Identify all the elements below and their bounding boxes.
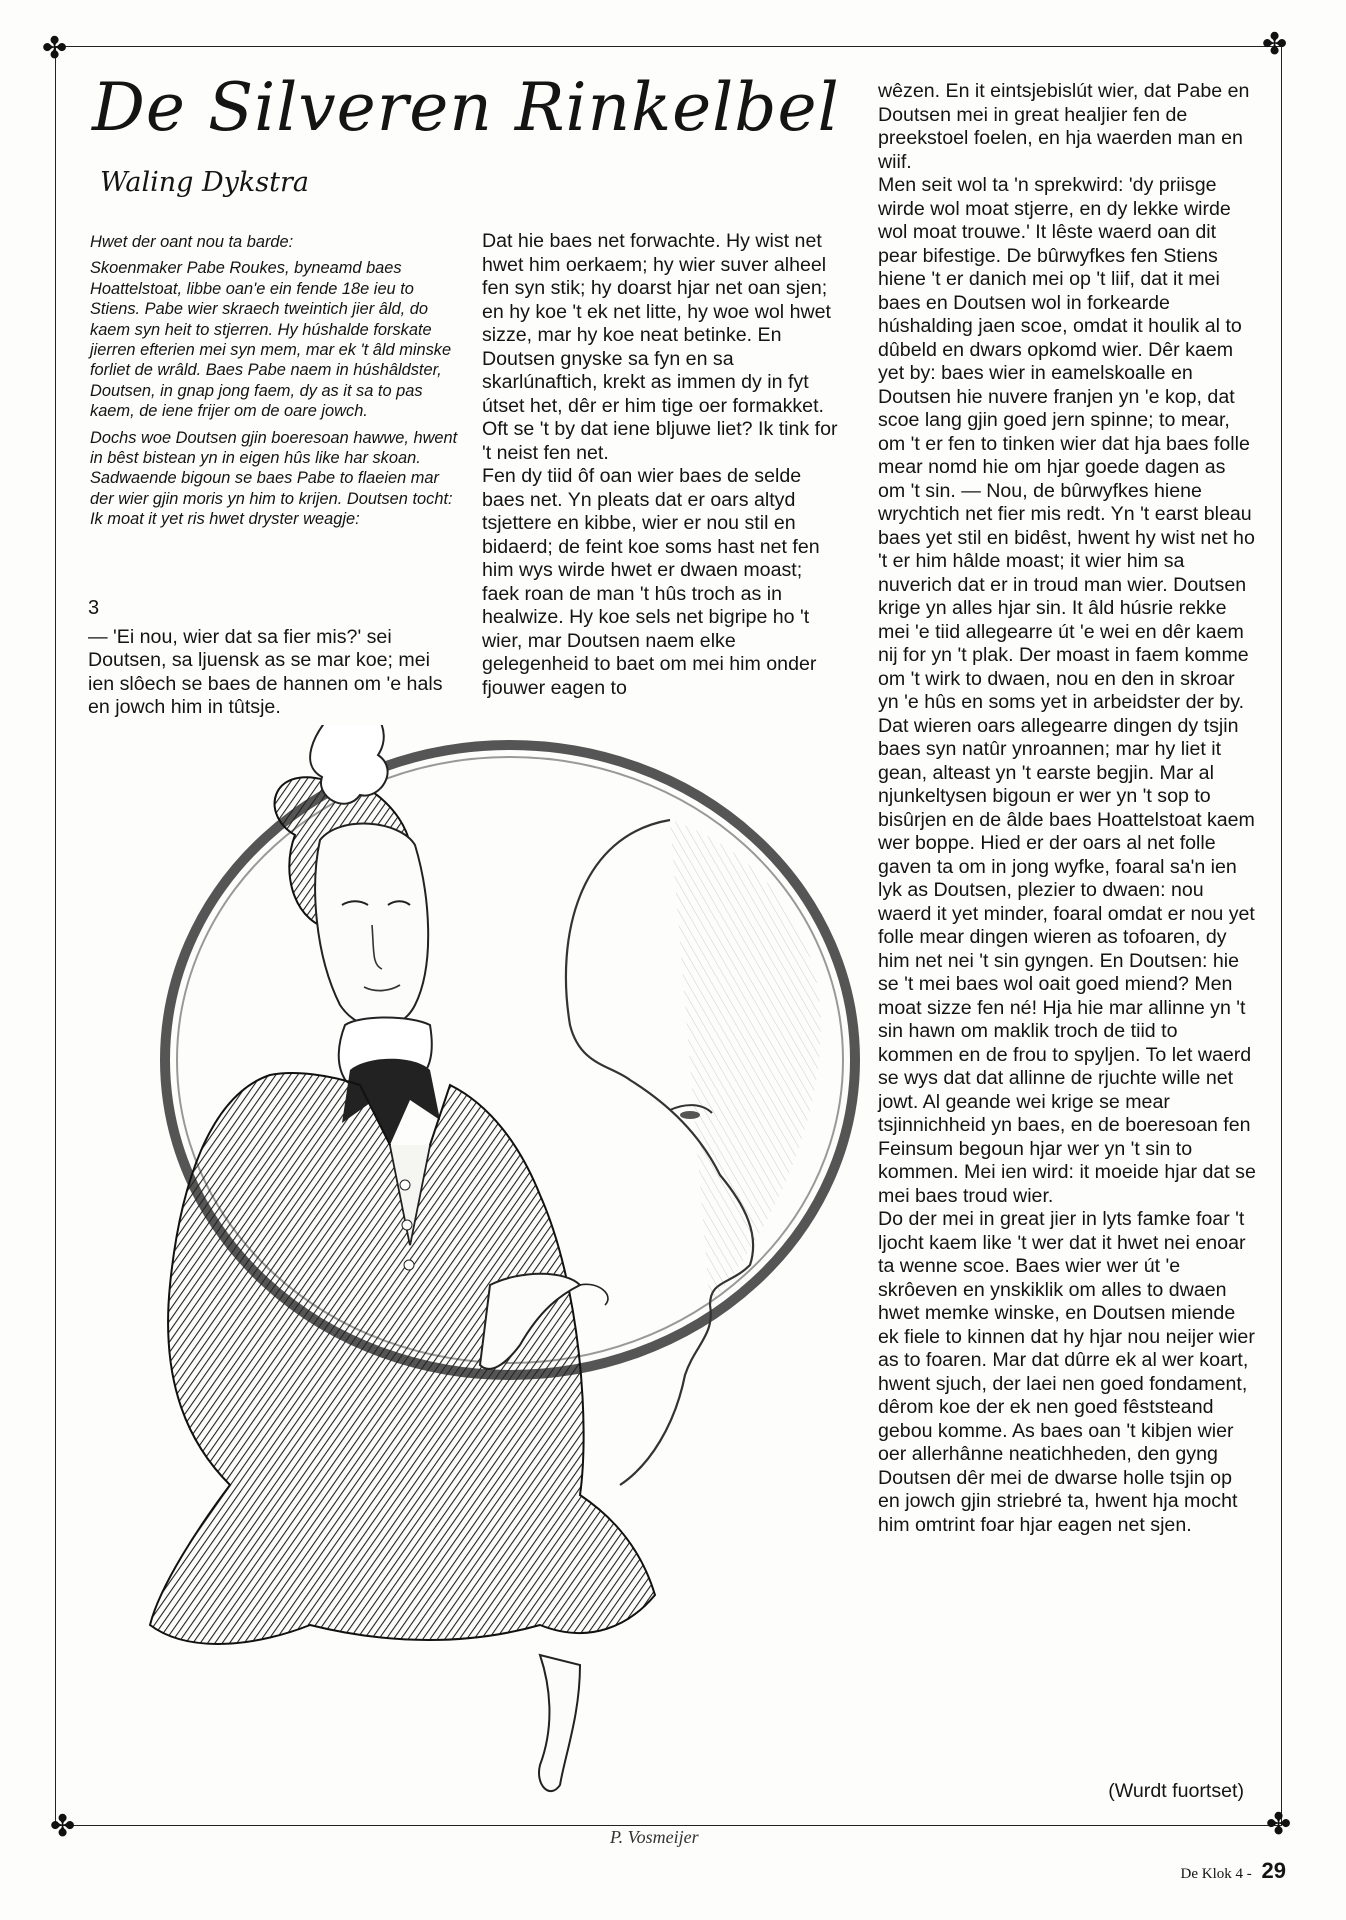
continued-note: (Wurdt fuortset) — [1108, 1780, 1244, 1802]
chapter-number: 3 — [88, 597, 100, 619]
page-footer — [1181, 1858, 1286, 1884]
body-paragraph: Dat hie baes net forwachte. Hy wist net hwet him oerkaem; hy wier suver alheel fen syn stik; hy doarst hjar net oan sjen; en hy koe 't ek net litte, hy woe wol hwet sizze, mar hy koe neat betinke. En Doutsen gnyske sa fyn en sa skarlúnaftich, krekt as immen dy in fyt útset het, dêr er him tige oer formakket. Oft se 't by dat iene bljuwe liet? Ik tink for 't neist fen net. — [482, 230, 838, 464]
recap-heading: Hwet der oant nou ta barde: — [90, 233, 294, 251]
corner-ornament-top-left: ✤ — [42, 31, 68, 66]
text-column-middle — [482, 230, 844, 700]
artist-signature: P. Vosmeijer — [610, 1827, 699, 1847]
text-column-left — [88, 597, 453, 720]
recap-paragraph: Dochs woe Doutsen gjin boeresoan hawwe, hwent in bêst bistean yn in eigen hûs like har skoan. Sadwaende bigoun se baes Pabe to flaeien mar der wier gjin moris yn him to krijen. Doutsen tocht: Ik moat it yet ris hwet dryster weagje: — [90, 428, 458, 529]
body-paragraph: Fen dy tiid ôf oan wier baes de selde baes net. Yn pleats dat er oars altyd tsjettere en kibbe, wier er nou stil en bidaerd; de feint koe soms hast net fen him wys wirde hwet er dwaen moast; faek roan de man 't hûs troch as in healwize. Hy koe sels net bigripe ho 't wier, mar Doutsen naem elke gelegenheid to baet om mei him onder fjouwer eagen to — [482, 465, 820, 699]
body-paragraph: wêzen. En it eintsjebislút wier, dat Pabe en Doutsen mei in great healjier fen de preekstoel foelen, en hja waerden man en wiif. — [878, 80, 1250, 173]
body-paragraph: — 'Ei nou, wier dat sa fier mis?' sei Doutsen, sa ljuensk as se mar koe; mei ien slôech se baes de hannen om 'e hals en jowch him in tûtsje. — [88, 625, 443, 718]
article-title: De Silveren Rinkelbel — [92, 69, 840, 146]
corner-ornament-bottom-right: ✤ — [1266, 1807, 1292, 1842]
magazine-name: De Klok 4 — [1180, 1866, 1244, 1882]
body-paragraph: Do der mei in great jier in lyts famke foar 't ljocht kaem like 't wer dat it hwet nei enoar ta wenne scoe. Baes wier wer út 'e skrôeven en ynskiklik om alles to dwaen hwet memke winske, en Doutsen miende ek fiele to kinnen dat hy hjar nou neijer wier as to foaren. Mar dat dûrre ek al wer koart, hwent sjuch, der laei nen goed fondament, dêrom koe der ek nen goed fêststeand gebou komme. As baes oan 't kibjen wier oer allerhânne neatichheden, den gyng Doutsen dêr mei de dwarse holle tsjin op en jowch gjin striebré ta, hwent hja mocht him omtrint foar hjar eagen net sjen. — [878, 1208, 1255, 1536]
old-man-face-profile — [566, 820, 821, 1485]
text-column-right — [878, 80, 1258, 1537]
body-paragraph: Men seit wol ta 'n sprekwird: 'dy priisge wirde wol moat stjerre, en dy lekke wirde wol moat trouwe.' It lêste waerd oan dit pear bifestige. De bûrwyfkes fen Stiens hiene 't er danich mei op 't liif, dat it mei baes en Doutsen wol in forkearde húshalding jaen scoe, omdat it houlik al to dûbeld en dwars opkomd wier. Dêr kaem yet by: baes wier in eamelskoalle en Doutsen hie nuvere franjen yn 'e kop, dat scoe lang gjin goed jern spinne; to mear, om 't er fen to tinken wier dat hja baes folle mear nomd hie om hjar goede dagen as om 't sin. — Nou, de bûrwyfkes hiene wrychtich net fier mis redt. Yn 't earst bleau baes yet stil en bidêst, hwent hy wist net ho 't er him hâlde moast; it wier him sa nuverich dat er in troud man wier. Doutsen krige yn alles hjar sin. It âld húsrie rekke mei 'e tiid allegearre út 'e wei en dêr kaem nij for yn 't plak. Der moast in faem komme om 't wirk to dwaen, nou en den in skroar yn 'e hûs en soms yet in arbeidster der by. Dat wieren oars allegearre dingen dy tsjin baes syn natûr ynroannen; mar hy liet it gean, alteast yn 't earste begjin. Mar al njunkeltysen bigoun er wer yn 't sop to bisûrjen en de âlde baes Hoattelstoat kaem wer boppe. Hied er der oars al net folle gaven ta om in jong wyfke, foaral sa'n ien lyk as Doutsen, plezier to dwaen: nou waerd it yet minder, foaral omdat er nou yet folle mear dingen wieren as tofoaren, dy him net nei 't sin gyngen. En Doutsen: hie se 't mei baes wol oait goed miend? Men moat sizze fen né! Hja hie mar allinne yn 't sin hawn om maklik troch de tiid to kommen en de frou to spyljen. To let waerd se wys dat dat allinne de rjuchte wille net jowt. Al geande wei krige se mear tsjinnichheid yn baes, en de boeresoan fen Feinsum begoun hjar wer yn 't sin to kommen. Mei ien wird: it moeide hjar dat se mei baes troud wier. — [878, 174, 1256, 1207]
corner-ornament-bottom-left: ✤ — [50, 1809, 76, 1844]
story-recap — [90, 232, 460, 536]
pencil-illustration — [110, 725, 880, 1860]
article-author: Waling Dykstra — [100, 167, 309, 198]
recap-paragraph: Skoenmaker Pabe Roukes, byneamd baes Hoattelstoat, libbe oan'e ein fende 18e ieu to Stiens. Pabe wier skraech tweintich jier âld, do kaem syn heit to stjerren. Hy húshalde forskate jierren efterien mei syn mem, mar ek 't âld minske forliet de wrâld. Baes Pabe naem in húshâldster, Doutsen, in gnap jong faem, dy as it sa to pas kaem, de iene frijer om de oare jowch. — [90, 259, 452, 421]
corner-ornament-top-right: ✤ — [1262, 27, 1288, 62]
page-number: 29 — [1261, 1858, 1286, 1883]
footer-separator: - — [1246, 1866, 1256, 1882]
